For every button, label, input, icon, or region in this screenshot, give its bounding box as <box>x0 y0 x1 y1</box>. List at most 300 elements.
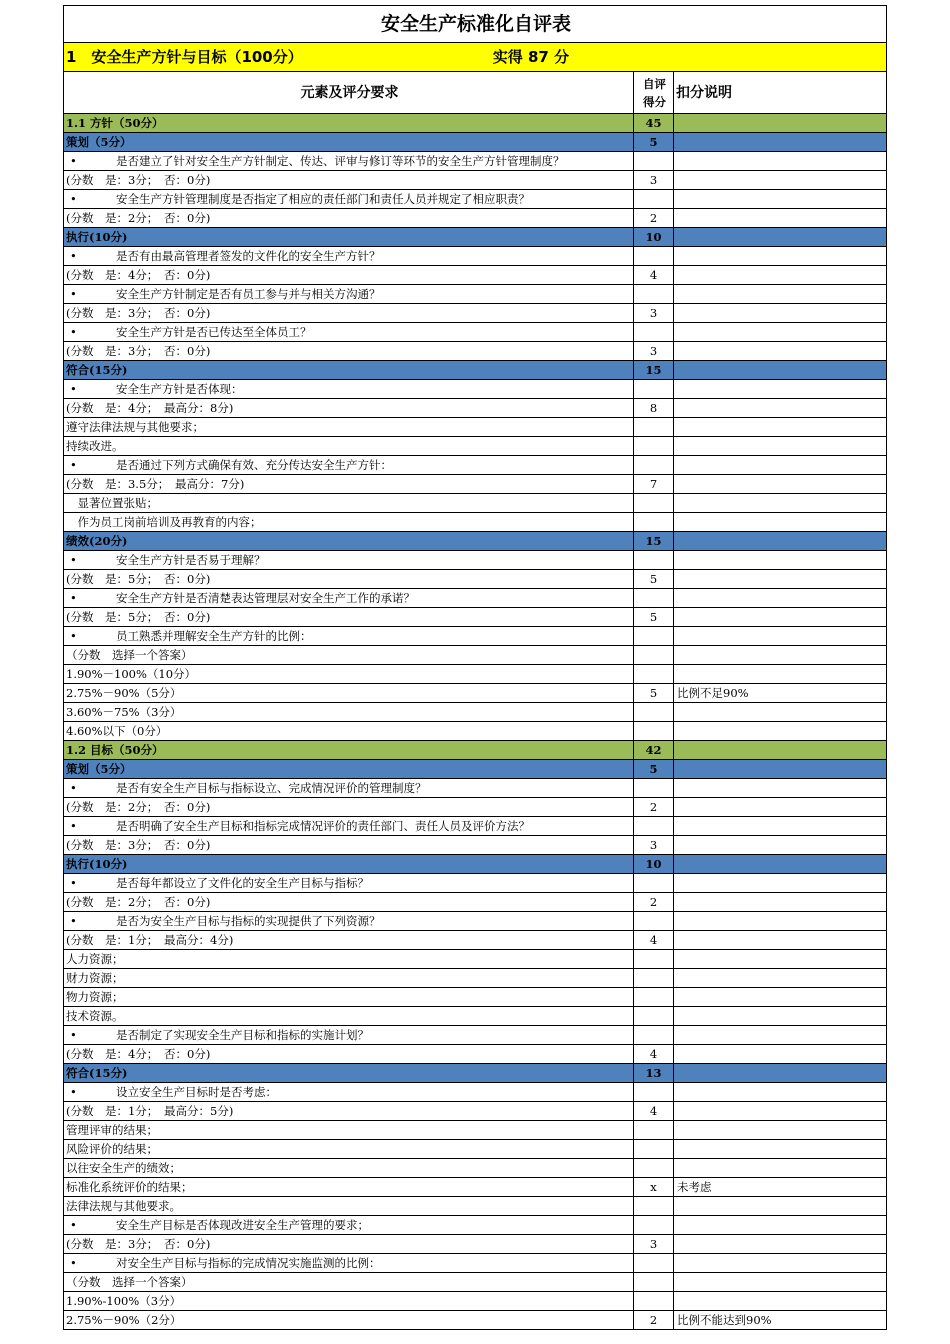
requirement-text: (分数 是：3分； 否：0分) <box>66 838 211 852</box>
table-row <box>64 836 887 855</box>
table-row <box>64 209 887 228</box>
deduction-note-cell <box>674 399 887 418</box>
requirement-text: 策划（5分） <box>66 135 132 149</box>
bullet-icon: • <box>70 629 77 643</box>
subcategory-row <box>64 228 887 247</box>
requirement-cell <box>64 513 634 532</box>
requirement-text: 1.90%-100%（3分） <box>66 1294 182 1308</box>
table-row <box>64 475 887 494</box>
deduction-note-cell <box>674 513 887 532</box>
table-row <box>64 627 887 646</box>
self-score-cell <box>634 247 674 266</box>
table-row <box>64 285 887 304</box>
requirement-cell <box>64 456 634 475</box>
table-row <box>64 418 887 437</box>
self-score-cell: 42 <box>634 741 674 760</box>
requirement-text: 物力资源； <box>66 990 124 1004</box>
requirement-text: 技术资源。 <box>66 1009 124 1023</box>
requirement-cell <box>64 893 634 912</box>
deduction-note-cell <box>674 114 887 133</box>
table-row <box>64 1292 887 1311</box>
self-score-cell <box>634 665 674 684</box>
self-score-cell <box>634 722 674 741</box>
requirement-cell <box>64 342 634 361</box>
requirement-cell <box>64 380 634 399</box>
deduction-note-cell <box>674 152 887 171</box>
requirement-cell <box>64 494 634 513</box>
self-score-cell: 45 <box>634 114 674 133</box>
requirement-text: 设立安全生产目标时是否考虑： <box>116 1085 277 1099</box>
requirement-text: (分数 是：1分； 最高分：4分) <box>66 933 234 947</box>
self-score-cell <box>634 817 674 836</box>
requirement-text: 显著位置张贴； <box>66 496 158 510</box>
deduction-note-cell <box>674 1121 887 1140</box>
deduction-note-cell <box>674 418 887 437</box>
requirement-cell <box>64 855 634 874</box>
self-score-cell <box>634 456 674 475</box>
section-score: 实得 87 分 <box>492 48 570 66</box>
self-score-cell: 4 <box>634 931 674 950</box>
deduction-note-cell <box>674 1273 887 1292</box>
table-row <box>64 874 887 893</box>
self-score-cell <box>634 703 674 722</box>
requirement-text: 绩效(20分) <box>66 534 128 548</box>
bullet-icon: • <box>70 781 77 795</box>
deduction-note-cell <box>674 551 887 570</box>
requirement-text: (分数 是：4分； 否：0分) <box>66 1047 211 1061</box>
requirement-text: 4.60%以下（0分） <box>66 724 168 738</box>
deduction-note-cell <box>674 475 887 494</box>
requirement-cell <box>64 589 634 608</box>
requirement-text: 执行(10分) <box>66 230 128 244</box>
deduction-note-cell <box>674 209 887 228</box>
requirement-cell <box>64 304 634 323</box>
self-score-cell: 2 <box>634 1311 674 1330</box>
deduction-note-cell <box>674 1140 887 1159</box>
self-score-cell: 3 <box>634 304 674 323</box>
requirement-text: (分数 是：4分； 否：0分) <box>66 268 211 282</box>
self-score-cell: 13 <box>634 1064 674 1083</box>
requirement-text: 是否有安全生产目标与指标设立、完成情况评价的管理制度？ <box>116 781 427 795</box>
self-score-cell <box>634 437 674 456</box>
self-score-cell: 2 <box>634 893 674 912</box>
requirement-cell <box>64 798 634 817</box>
deduction-note-cell <box>674 171 887 190</box>
table-row <box>64 266 887 285</box>
requirement-text: 是否通过下列方式确保有效、充分传达安全生产方针： <box>116 458 392 472</box>
subcategory-row <box>64 532 887 551</box>
bullet-icon: • <box>70 591 77 605</box>
table-row <box>64 1216 887 1235</box>
self-score-cell <box>634 1254 674 1273</box>
requirement-cell <box>64 475 634 494</box>
requirement-text: 风险评价的结果； <box>66 1142 158 1156</box>
deduction-note-cell <box>674 760 887 779</box>
table-row <box>64 1235 887 1254</box>
self-score-cell <box>634 1083 674 1102</box>
requirement-cell <box>64 190 634 209</box>
requirement-cell <box>64 1045 634 1064</box>
requirement-cell <box>64 779 634 798</box>
deduction-note-cell <box>674 779 887 798</box>
table-row <box>64 171 887 190</box>
self-score-cell: 5 <box>634 608 674 627</box>
requirement-text: 是否每年都设立了文件化的安全生产目标与指标？ <box>116 876 369 890</box>
requirement-cell <box>64 1178 634 1197</box>
deduction-note-cell <box>674 570 887 589</box>
deduction-note-cell <box>674 1083 887 1102</box>
requirement-text: 是否明确了安全生产目标和指标完成情况评价的责任部门、责任人员及评价方法？ <box>116 819 530 833</box>
deduction-note-cell <box>674 1102 887 1121</box>
requirement-cell <box>64 1064 634 1083</box>
bullet-icon: • <box>70 458 77 472</box>
requirement-text: 安全生产方针是否清楚表达管理层对安全生产工作的承诺？ <box>116 591 415 605</box>
deduction-note-cell <box>674 1159 887 1178</box>
deduction-note-cell <box>674 494 887 513</box>
requirement-text: 符合(15分) <box>66 1066 128 1080</box>
table-row <box>64 912 887 931</box>
requirement-cell <box>64 133 634 152</box>
deduction-note-cell <box>674 817 887 836</box>
requirement-text: 是否制定了实现安全生产目标和指标的实施计划？ <box>116 1028 369 1042</box>
requirement-text: 管理评审的结果； <box>66 1123 158 1137</box>
table-row <box>64 1178 887 1197</box>
deduction-note-cell <box>674 190 887 209</box>
subcategory-row <box>64 855 887 874</box>
deduction-note-cell <box>674 1292 887 1311</box>
self-score-cell <box>634 1292 674 1311</box>
requirement-cell <box>64 285 634 304</box>
self-score-cell: 3 <box>634 342 674 361</box>
self-score-cell <box>634 1007 674 1026</box>
requirement-cell <box>64 646 634 665</box>
requirement-cell <box>64 703 634 722</box>
page-title: 安全生产标准化自评表 <box>64 6 887 43</box>
table-row <box>64 931 887 950</box>
deduction-note-cell <box>674 133 887 152</box>
table-row <box>64 703 887 722</box>
self-score-cell <box>634 779 674 798</box>
bullet-icon: • <box>70 1085 77 1099</box>
requirement-text: (分数 是：3.5分； 最高分：7分) <box>66 477 245 491</box>
deduction-note-cell <box>674 931 887 950</box>
requirement-text: 标准化系统评价的结果； <box>66 1180 193 1194</box>
deduction-note-cell <box>674 988 887 1007</box>
requirement-cell <box>64 228 634 247</box>
table-row <box>64 1007 887 1026</box>
self-evaluation-table <box>63 5 887 1330</box>
deduction-note-cell <box>674 228 887 247</box>
requirement-cell <box>64 399 634 418</box>
table-row <box>64 380 887 399</box>
self-score-cell <box>634 1159 674 1178</box>
self-score-cell: 2 <box>634 798 674 817</box>
requirement-text: 1.1 方针（50分） <box>66 116 164 130</box>
deduction-note-cell <box>674 608 887 627</box>
self-score-cell: x <box>634 1178 674 1197</box>
self-score-cell <box>634 152 674 171</box>
requirement-cell <box>64 247 634 266</box>
requirement-cell <box>64 171 634 190</box>
requirement-text: 2.75%－90%（2分） <box>66 1313 182 1327</box>
requirement-cell <box>64 969 634 988</box>
self-score-cell: 4 <box>634 1102 674 1121</box>
table-row <box>64 665 887 684</box>
deduction-note-cell <box>674 380 887 399</box>
requirement-cell <box>64 551 634 570</box>
requirement-cell <box>64 1026 634 1045</box>
table-row <box>64 570 887 589</box>
requirement-text: (分数 是：3分； 否：0分) <box>66 173 211 187</box>
requirement-text: 3.60%－75%（3分） <box>66 705 182 719</box>
requirement-cell <box>64 988 634 1007</box>
self-score-cell <box>634 551 674 570</box>
deduction-note-cell <box>674 1064 887 1083</box>
self-score-cell <box>634 285 674 304</box>
requirement-cell <box>64 418 634 437</box>
requirement-text: 安全生产方针管理制度是否指定了相应的责任部门和责任人员并规定了相应职责？ <box>116 192 530 206</box>
subcategory-row <box>64 1064 887 1083</box>
self-score-cell <box>634 1273 674 1292</box>
self-score-cell <box>634 950 674 969</box>
self-score-cell: 3 <box>634 836 674 855</box>
table-row <box>64 437 887 456</box>
deduction-note-cell <box>674 893 887 912</box>
requirement-cell <box>64 1140 634 1159</box>
deduction-note-cell <box>674 836 887 855</box>
subcategory-row <box>64 133 887 152</box>
deduction-note-cell <box>674 342 887 361</box>
requirement-text: 安全生产目标是否体现改进安全生产管理的要求； <box>116 1218 369 1232</box>
deduction-note-cell <box>674 627 887 646</box>
self-score-cell <box>634 418 674 437</box>
requirement-text: 员工熟悉并理解安全生产方针的比例： <box>116 629 312 643</box>
requirement-cell <box>64 1121 634 1140</box>
table-row <box>64 1159 887 1178</box>
table-row <box>64 152 887 171</box>
table-row <box>64 1026 887 1045</box>
requirement-text: 1.2 目标（50分） <box>66 743 164 757</box>
self-score-cell <box>634 190 674 209</box>
deduction-note-cell <box>674 456 887 475</box>
requirement-cell <box>64 1083 634 1102</box>
requirement-cell <box>64 1273 634 1292</box>
requirement-cell <box>64 931 634 950</box>
requirement-text: 以往安全生产的绩效； <box>66 1161 181 1175</box>
requirement-cell <box>64 950 634 969</box>
self-score-cell: 8 <box>634 399 674 418</box>
requirement-text: (分数 是：2分； 否：0分) <box>66 895 211 909</box>
requirement-text: （分数 选择一个答案） <box>66 1275 193 1289</box>
bullet-icon: • <box>70 553 77 567</box>
requirement-text: 对安全生产目标与指标的完成情况实施监测的比例： <box>116 1256 381 1270</box>
self-score-cell: 3 <box>634 171 674 190</box>
requirement-cell <box>64 437 634 456</box>
requirement-text: (分数 是：3分； 否：0分) <box>66 306 211 320</box>
deduction-note-cell <box>674 1007 887 1026</box>
deduction-note-cell <box>674 532 887 551</box>
self-score-cell: 15 <box>634 532 674 551</box>
requirement-text: 1.90%－100%（10分） <box>66 667 197 681</box>
deduction-note-cell <box>674 266 887 285</box>
requirement-cell <box>64 1292 634 1311</box>
requirement-cell <box>64 1254 634 1273</box>
self-score-cell <box>634 494 674 513</box>
requirement-text: 符合(15分) <box>66 363 128 377</box>
table-row <box>64 1140 887 1159</box>
deduction-note-cell: 比例不能达到90% <box>674 1311 887 1330</box>
self-score-cell: 4 <box>634 266 674 285</box>
table-row <box>64 779 887 798</box>
requirement-cell <box>64 760 634 779</box>
requirement-text: (分数 是：2分； 否：0分) <box>66 800 211 814</box>
requirement-cell <box>64 570 634 589</box>
table-row <box>64 456 887 475</box>
bullet-icon: • <box>70 1218 77 1232</box>
section-label: 1 安全生产方针与目标（100分） <box>66 48 303 66</box>
requirement-text: 安全生产方针是否已传达至全体员工？ <box>116 325 312 339</box>
table-row <box>64 1083 887 1102</box>
self-score-cell: 4 <box>634 1045 674 1064</box>
self-score-cell <box>634 1216 674 1235</box>
requirement-text: 安全生产方针是否体现： <box>116 382 243 396</box>
requirement-cell <box>64 1102 634 1121</box>
requirement-text: (分数 是：3分； 否：0分) <box>66 1237 211 1251</box>
title-row <box>64 6 887 43</box>
requirement-text: (分数 是：2分； 否：0分) <box>66 211 211 225</box>
requirement-cell <box>64 608 634 627</box>
bullet-icon: • <box>70 914 77 928</box>
deduction-note-cell <box>674 722 887 741</box>
deduction-note-cell <box>674 969 887 988</box>
table-row <box>64 551 887 570</box>
requirement-cell <box>64 1159 634 1178</box>
table-row <box>64 988 887 1007</box>
deduction-note-cell <box>674 646 887 665</box>
table-row <box>64 1254 887 1273</box>
requirement-text: (分数 是：5分； 否：0分) <box>66 610 211 624</box>
self-score-cell <box>634 969 674 988</box>
self-score-cell: 10 <box>634 228 674 247</box>
header-requirements: 元素及评分要求 <box>64 72 634 114</box>
table-row <box>64 817 887 836</box>
deduction-note-cell <box>674 1235 887 1254</box>
self-score-cell: 5 <box>634 684 674 703</box>
deduction-note-cell <box>674 304 887 323</box>
requirement-text: 人力资源； <box>66 952 124 966</box>
table-row <box>64 1197 887 1216</box>
deduction-note-cell <box>674 798 887 817</box>
self-score-cell: 5 <box>634 133 674 152</box>
table-row <box>64 798 887 817</box>
table-row <box>64 684 887 703</box>
requirement-text: 作为员工岗前培训及再教育的内容； <box>66 515 262 529</box>
deduction-note-cell <box>674 665 887 684</box>
table-row <box>64 1311 887 1330</box>
deduction-note-cell <box>674 741 887 760</box>
self-score-cell <box>634 1140 674 1159</box>
self-score-cell: 15 <box>634 361 674 380</box>
requirement-cell <box>64 1007 634 1026</box>
self-score-cell <box>634 1197 674 1216</box>
requirement-cell <box>64 209 634 228</box>
requirement-cell <box>64 323 634 342</box>
bullet-icon: • <box>70 1256 77 1270</box>
deduction-note-cell <box>674 1026 887 1045</box>
deduction-note-cell <box>674 285 887 304</box>
requirement-text: 2.75%－90%（5分） <box>66 686 182 700</box>
bullet-icon: • <box>70 192 77 206</box>
table-row <box>64 969 887 988</box>
table-row <box>64 1121 887 1140</box>
bullet-icon: • <box>70 876 77 890</box>
bullet-icon: • <box>70 382 77 396</box>
self-score-cell <box>634 589 674 608</box>
subcategory-row <box>64 760 887 779</box>
deduction-note-cell <box>674 1216 887 1235</box>
requirement-cell <box>64 741 634 760</box>
requirement-text: 法律法规与其他要求。 <box>66 1199 181 1213</box>
requirement-text: 策划（5分） <box>66 762 132 776</box>
deduction-note-cell <box>674 1045 887 1064</box>
bullet-icon: • <box>70 154 77 168</box>
requirement-cell <box>64 817 634 836</box>
deduction-note-cell <box>674 912 887 931</box>
deduction-note-cell <box>674 589 887 608</box>
requirement-text: 是否有由最高管理者签发的文件化的安全生产方针？ <box>116 249 381 263</box>
table-row <box>64 589 887 608</box>
deduction-note-cell: 比例不足90% <box>674 684 887 703</box>
header-row <box>64 72 887 114</box>
requirement-cell <box>64 836 634 855</box>
section-cell <box>64 43 887 72</box>
requirement-cell <box>64 1235 634 1254</box>
requirement-text: 是否为安全生产目标与指标的实现提供了下列资源？ <box>116 914 381 928</box>
requirement-cell <box>64 874 634 893</box>
requirement-cell <box>64 665 634 684</box>
requirement-text: (分数 是：1分； 最高分：5分) <box>66 1104 234 1118</box>
deduction-note-cell <box>674 874 887 893</box>
table-row <box>64 722 887 741</box>
self-score-cell: 10 <box>634 855 674 874</box>
deduction-note-cell <box>674 323 887 342</box>
deduction-note-cell <box>674 855 887 874</box>
requirement-text: 持续改进。 <box>66 439 124 453</box>
self-score-cell <box>634 912 674 931</box>
deduction-note-cell <box>674 437 887 456</box>
requirement-cell <box>64 684 634 703</box>
table-row <box>64 646 887 665</box>
table-row <box>64 1102 887 1121</box>
subcategory-row <box>64 361 887 380</box>
bullet-icon: • <box>70 1028 77 1042</box>
table-row <box>64 513 887 532</box>
requirement-cell <box>64 1216 634 1235</box>
section-row <box>64 43 887 72</box>
deduction-note-cell <box>674 1254 887 1273</box>
table-row <box>64 399 887 418</box>
bullet-icon: • <box>70 325 77 339</box>
table-row <box>64 247 887 266</box>
self-score-cell <box>634 646 674 665</box>
requirement-text: （分数 选择一个答案） <box>66 648 193 662</box>
requirement-text: 遵守法律法规与其他要求； <box>66 420 204 434</box>
bullet-icon: • <box>70 287 77 301</box>
self-score-cell: 2 <box>634 209 674 228</box>
table-row <box>64 342 887 361</box>
deduction-note-cell <box>674 1197 887 1216</box>
header-deduction-note: 扣分说明 <box>674 72 887 114</box>
